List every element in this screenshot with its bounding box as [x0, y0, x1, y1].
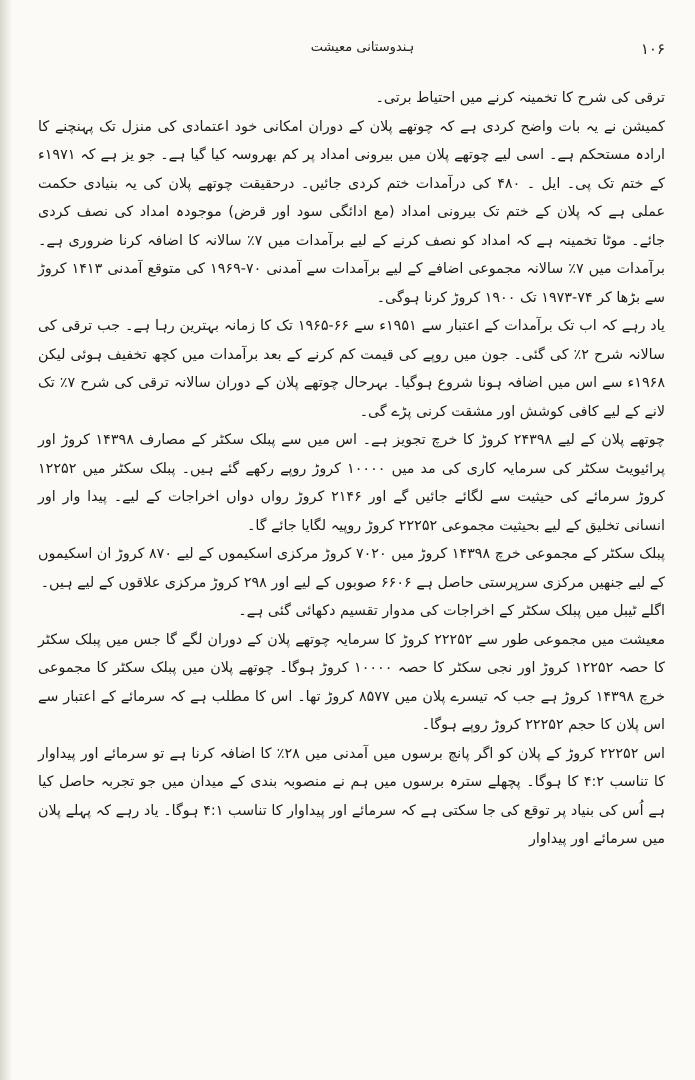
paragraph-8: اس ۲۲۲۵۲ کروڑ کے پلان کو اگر پانچ برسوں میں آمدنی میں ۲۸٪ کا اضافہ کرنا ہے تو سرمائے اور پیداوار کا تناسب ۴:۲ کا ہوگا۔ پچھلے سترہ برسوں میں ہم نے منصوبہ بندی کے میدان میں جو تجربہ حاصل کیا ہے اُس کی بنیاد پر توقع کی جا سکتی ہے کہ سرمائے اور پیداوار کا تناسب ۴:۱ ہوگا۔ یاد رہے کہ پہلے پلان میں سرمائے اور پیداوار — [38, 745, 665, 847]
paragraph-4: چوتھے پلان کے لیے ۲۴۳۹۸ کروڑ کا خرچ تجویز ہے۔ اس میں سے پبلک سکٹر کے مصارف ۱۴۳۹۸ کروڑ اور پرائیویٹ سکٹر کی سرمایہ کاری کی مد میں ۱۰۰۰۰ کروڑ روپے رکھے گئے ہیں۔ پبلک سکٹر میں ۱۲۲۵۲ کروڑ سرمائے کی حیثیت سے لگائے جائیں گے اور ۲۱۴۶ کروڑ رواں دواں اخراجات کے لیے۔ پیدا وار اور انسانی تخلیق کے لیے بحیثیت مجموعی ۲۲۲۵۲ کروڑ روپیہ لگایا جائے گا۔ — [38, 432, 665, 534]
page-number: ۱۰۶ — [640, 40, 665, 58]
paragraph-6: اگلے ٹیبل میں پبلک سکٹر کے اخراجات کی مدوار تقسیم دکھائی گئی ہے۔ — [238, 603, 665, 619]
body-text — [38, 84, 665, 854]
paragraph-7: معیشت میں مجموعی طور سے ۲۲۲۵۲ کروڑ کا سرمایہ چوتھے پلان کے دوران لگے گا جس میں پبلک سکٹر کا حصہ ۱۲۲۵۲ کروڑ اور نجی سکٹر کا حصہ ۱۰۰۰۰ کروڑ ہوگا۔ چوتھے پلان میں پبلک سکٹر کا مجموعی خرچ ۱۴۳۹۸ کروڑ ہے جب کہ تیسرے پلان میں ۸۵۷۷ کروڑ تھا۔ اس کا مطلب ہے کہ سرمائے کے اعتبار سے اس پلان کا حجم ۲۲۲۵۲ کروڑ روپے ہوگا۔ — [38, 631, 666, 733]
running-head: ہندوستانی معیشت — [310, 40, 415, 55]
paragraph-2: کمیشن نے یہ بات واضح کردی ہے کہ چوتھے پلان کے دوران امکانی خود اعتمادی کی منزل تک پہنچنے کا ارادہ مستحکم ہے۔ اسی لیے چوتھے پلان میں بیرونی امداد پر کم بھروسہ کیا گیا ہے۔ جو یز ہے کہ ۱۹۷۱ء کے ختم تک پی۔ ایل ۔ ۴۸۰ کی درآمدات ختم کردی جائیں۔ درحقیقت چوتھے پلان کی یہ بنیادی حکمت عملی ہے کہ پلان کے ختم تک بیرونی امداد (مع ادائگی سود اور قرض) موجودہ امداد کی نصف کردی جائے۔ موٹا تخمینہ ہے کہ امداد کو نصف کرنے کے لیے برآمدات میں ۷٪ سالانہ کا اضافہ کرنا ضروری ہے۔ برآمدات میں ۷٪ سالانہ مجموعی اضافے کے لیے برآمدات سے آمدنی ۷۰-۱۹۶۹ کی متوقع آمدنی ۱۴۱۳ کروڑ سے بڑھا کر ۷۴-۱۹۷۳ تک ۱۹۰۰ کروڑ کرنا ہوگی۔ — [38, 118, 666, 306]
paragraph-1: ترقی کی شرح کا تخمینہ کرنے میں احتیاط برتی۔ — [375, 90, 665, 106]
paragraph-5: پبلک سکٹر کے مجموعی خرچ ۱۴۳۹۸ کروڑ میں ۷۰۲۰ کروڑ مرکزی اسکیموں کے لیے ۸۷۰ کروڑ ان اسکیموں کے لیے جنھیں مرکزی سرپرستی حاصل ہے ۶۶۰۶ صوبوں کے لیے اور ۲۹۸ کروڑ مرکزی علاقوں کے لیے ہیں۔ — [38, 546, 666, 591]
page-header — [60, 40, 665, 66]
paragraph-3: یاد رہے کہ اب تک برآمدات کے اعتبار سے ۱۹۵۱ء سے ۶۶-۱۹۶۵ تک کا زمانہ بہترین رہا ہے۔ جب ترقی کی سالانہ شرح ۲٪ کی گئی۔ جون میں روپے کی قیمت کم کرنے کے بعد برآمدات میں کچھ تخفیف ہوئی لیکن ۱۹۶۸ء سے اس میں اضافہ ہونا شروع ہوگیا۔ بہرحال چوتھے پلان کے دوران سالانہ ترقی کی شرح ۷٪ تک لانے کے لیے کافی کوشش اور مشقت کرنی پڑے گی۔ — [38, 318, 665, 420]
scan-edge-shadow — [0, 0, 12, 1080]
